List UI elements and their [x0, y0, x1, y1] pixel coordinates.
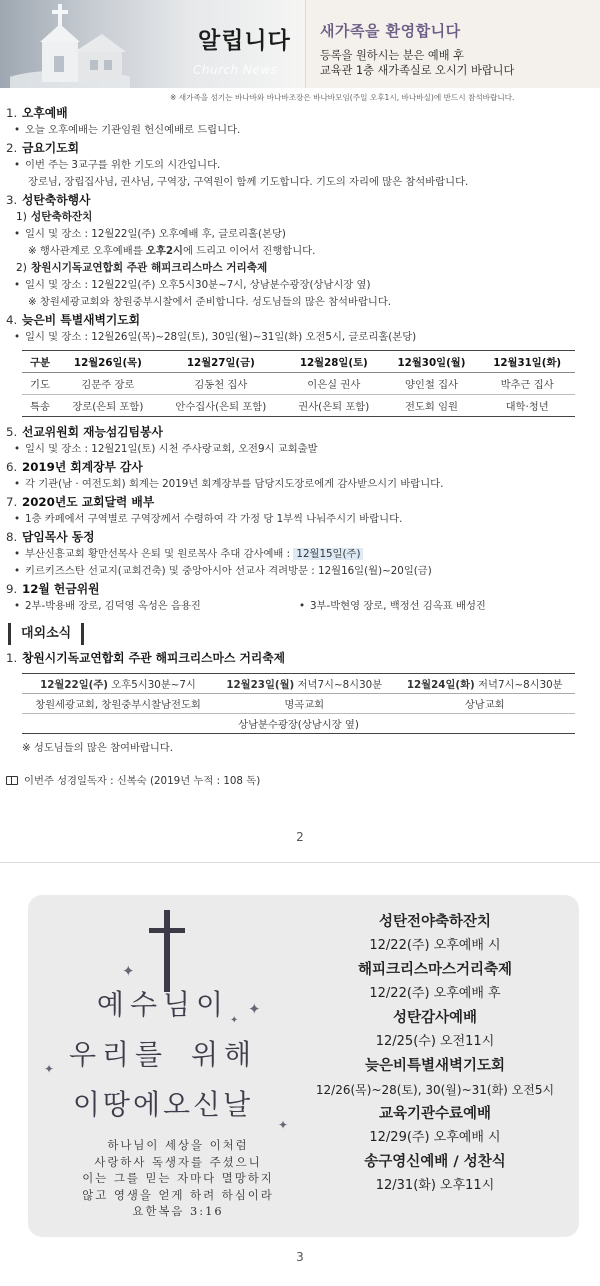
- section-title: 늦은비 특별새벽기도회: [22, 313, 141, 327]
- note-part: 에 드리고 이어서 진행합니다.: [182, 245, 316, 257]
- sparkle-icon: ✦: [44, 1062, 55, 1076]
- bullet-text: 일시 및 장소 : 12월21일(토) 시천 주사랑교회, 오전9시 교회출발: [25, 443, 318, 455]
- bullet-item: [6, 546, 600, 563]
- event-title: 성탄감사예배: [392, 1010, 478, 1026]
- section-offering-committee: [0, 580, 600, 615]
- table-cell: 12월27일(금): [158, 351, 284, 373]
- table-cell: 12월28일(토): [284, 351, 384, 373]
- page-divider: [0, 862, 600, 863]
- table-cell: 양인철 집사: [384, 373, 480, 395]
- event-detail: 12/26(목)~28(토), 30(월)~31(화) 오전5시: [315, 1083, 555, 1097]
- table-cell: [214, 674, 395, 694]
- table-cell: 이은실 권사: [284, 373, 384, 395]
- section-mission-service: [0, 423, 600, 458]
- table-cell: 구분: [22, 351, 58, 373]
- section-heading: [6, 191, 600, 209]
- section-heading: [6, 311, 600, 329]
- section-heading: [6, 493, 600, 511]
- section-heading: [6, 423, 600, 441]
- section-number: 6.: [6, 460, 18, 474]
- barnabas-note: ※ 새가족을 섬기는 바나바와 바나바조장은 바나바모임(주일 오후1시, 바나바실)에 반드시 참석바랍니다.: [170, 93, 515, 102]
- section-number: 4.: [6, 313, 18, 327]
- bullet-icon: •: [14, 548, 21, 560]
- table-cell: 12월31일(화): [479, 351, 575, 373]
- bullet-icon: •: [14, 331, 21, 343]
- date-text: 12월24일(화): [406, 679, 475, 691]
- section-friday-prayer: [0, 139, 600, 191]
- book-icon: [6, 776, 18, 785]
- section-number: 9.: [6, 582, 18, 596]
- welcome-title: 새가족을 환영합니다: [320, 22, 461, 40]
- verse-line: 이는 그를 믿는 자마다 멸망하지: [82, 1171, 274, 1185]
- section-title: 금요기도회: [22, 141, 79, 155]
- section-number: 1.: [6, 651, 18, 665]
- table-row: [22, 694, 575, 714]
- note-text: [6, 243, 600, 260]
- bullet-text: 키르키즈스탄 선교지(교회건축) 및 중앙아시아 선교사 격려방문 : 12월16일(월)~20일(금): [25, 565, 432, 577]
- table-cell: 기도: [22, 373, 58, 395]
- bible-verse: [28, 1137, 328, 1220]
- table-cell: 12월26일(목): [58, 351, 158, 373]
- bullet-text: 부산신흥교회 황만선목사 은퇴 및 원로목사 추대 감사예배 :: [25, 548, 294, 560]
- christmas-schedule: [300, 910, 570, 1198]
- verse-line: 하나님이 세상을 이처럼: [107, 1138, 249, 1152]
- bullet-item: [14, 598, 299, 615]
- event-detail: 12/22(주) 오후예배 후: [369, 986, 501, 1001]
- handwritten-line: 예수님이: [96, 988, 230, 1021]
- table-row: [22, 373, 575, 395]
- note-emphasis: 오후2시: [145, 245, 183, 257]
- table-cell: 권사(은퇴 포함): [284, 395, 384, 417]
- event-detail: 12/25(수) 오전11시: [375, 1034, 495, 1049]
- section-title: 2019년 회계장부 감사: [22, 460, 143, 474]
- bible-reader-line: [0, 773, 600, 789]
- event-detail: 12/22(주) 오후예배 시: [369, 938, 501, 953]
- verse-reference: 요한복음 3:16: [132, 1204, 224, 1218]
- event-detail: 12/31(화) 오후11시: [375, 1178, 495, 1193]
- section-number: 7.: [6, 495, 18, 509]
- bullet-text: 일시 및 장소 : 12월26일(목)~28일(토), 30일(월)~31일(화) 오전5시, 글로리홀(본당): [25, 331, 417, 343]
- section-title: 2020년도 교회달력 배부: [22, 495, 155, 509]
- news-header: [0, 0, 600, 92]
- section-dawn-prayer: [0, 311, 600, 346]
- table-cell: 상남분수광장(상남시장 옆): [22, 714, 575, 734]
- news-title: 알립니다: [198, 28, 291, 54]
- handwritten-line: 이땅에오신날: [72, 1088, 254, 1121]
- bullet-icon: •: [299, 600, 306, 612]
- section-title: 오후예배: [22, 106, 68, 120]
- bullet-icon: •: [14, 565, 21, 577]
- sub-heading: [6, 209, 600, 226]
- time-text: 저녁7시~8시30분: [478, 679, 563, 691]
- sparkle-icon: ✦: [230, 1015, 239, 1026]
- welcome-box: [305, 0, 600, 88]
- bullet-item: [6, 277, 600, 294]
- page-number: 3: [296, 1250, 304, 1264]
- sub-heading: [6, 260, 600, 277]
- sub-number: 1): [16, 211, 27, 223]
- note-text: ※ 성도님들의 많은 참여바랍니다.: [22, 742, 174, 754]
- time-text: 저녁7시~8시30분: [297, 679, 383, 691]
- bullet-item: [6, 476, 600, 493]
- bullet-text: 3부-박현영 장로, 백정선 김옥표 배성진: [310, 600, 486, 612]
- bullet-item: [6, 441, 600, 458]
- section-audit: [0, 458, 600, 493]
- table-header-row: [22, 351, 575, 373]
- table-cell: 특송: [22, 395, 58, 417]
- section-title: 창원시기독교연합회 주관 해피크리스마스 거리축제: [22, 651, 286, 665]
- table-row: [22, 714, 575, 734]
- bullet-item: [6, 122, 600, 139]
- table-cell: 명곡교회: [214, 694, 395, 714]
- time-text: 오후5시30분~7시: [111, 679, 196, 691]
- bullet-icon: •: [14, 279, 21, 291]
- bullet-item: [6, 226, 600, 243]
- date-text: 12월22일(주): [40, 679, 109, 691]
- event-title: 늦은비특별새벽기도회: [364, 1058, 506, 1074]
- table-cell: [394, 674, 575, 694]
- section-number: 3.: [6, 193, 18, 207]
- highlighted-date: 12월15일(주): [293, 548, 363, 560]
- section-heading: [6, 649, 600, 667]
- table-header-row: [22, 674, 575, 694]
- bullet-icon: •: [14, 478, 21, 490]
- table-cell: 대학·청년: [479, 395, 575, 417]
- bullet-row: [6, 598, 600, 615]
- welcome-line: 교육관 1층 새가족실로 오시기 바랍니다: [320, 64, 515, 77]
- section-calendar: [0, 493, 600, 528]
- festival-table: [22, 673, 575, 734]
- table-cell: 박추근 집사: [479, 373, 575, 395]
- section-title: 선교위원회 재능섬김팀봉사: [22, 425, 163, 439]
- section-christmas-events: [0, 191, 600, 311]
- bullet-icon: •: [14, 443, 21, 455]
- section-title: 성탄축하행사: [22, 193, 91, 207]
- handwritten-line: 우리를 위해: [68, 1038, 258, 1071]
- bullet-text: 일시 및 장소 : 12월22일(주) 오후예배 후, 글로리홀(본당): [25, 228, 286, 240]
- section-heading: [6, 104, 600, 122]
- note-part: ※ 행사관계로 오후예배를: [28, 245, 146, 257]
- news-banner: [0, 0, 305, 88]
- page-number: 2: [296, 830, 304, 844]
- section-afternoon-service: [0, 104, 600, 139]
- external-news-label: 대외소식: [8, 623, 84, 645]
- bullet-text: 이번 주는 3교구를 위한 기도의 시간입니다.: [25, 159, 221, 171]
- event-title: 송구영신예배 / 성찬식: [364, 1154, 506, 1170]
- table-row: [22, 395, 575, 417]
- bullet-item: [6, 511, 600, 528]
- date-text: 12월23일(월): [226, 679, 295, 691]
- bullet-icon: •: [14, 124, 21, 136]
- section-number: 5.: [6, 425, 18, 439]
- continuation-text: 장로님, 장립집사님, 권사님, 구역장, 구역원이 함께 기도합니다. 기도의 자리에 많은 참석바랍니다.: [28, 176, 469, 188]
- bullet-icon: •: [14, 228, 21, 240]
- sparkle-icon: ✦: [248, 1000, 261, 1018]
- bullet-text: 2부-박용배 장로, 김덕영 옥성은 음용진: [25, 600, 201, 612]
- event-title: 해피크리스마스거리축제: [357, 962, 513, 978]
- section-heading: [6, 139, 600, 157]
- reader-text: 이번주 성경일독자 : 신복숙 (2019년 누적 : 108 독): [24, 775, 261, 787]
- section-pastor-news: [0, 528, 600, 580]
- bullet-item: [6, 157, 600, 174]
- bullet-text: 1층 카페에서 구역별로 구역장께서 수령하여 각 가정 당 1부씩 나눠주시기 바랍니다.: [25, 513, 403, 525]
- table-cell: 상남교회: [394, 694, 575, 714]
- sparkle-icon: ✦: [278, 1118, 289, 1132]
- verse-line: 사랑하사 독생자를 주셨으니: [94, 1154, 262, 1169]
- table-cell: 전도회 임원: [384, 395, 480, 417]
- section-heading: [6, 580, 600, 598]
- bullet-icon: •: [14, 159, 21, 171]
- section-heading: [6, 458, 600, 476]
- dawn-prayer-table: [22, 350, 575, 417]
- sub-title: 창원시기독교연합회 주관 해피크리스마스 거리축제: [31, 262, 268, 274]
- sparkle-icon: ✦: [122, 962, 135, 980]
- table-cell: [22, 674, 214, 694]
- bullet-icon: •: [14, 513, 21, 525]
- section-number: 8.: [6, 530, 18, 544]
- church-illustration: [10, 0, 130, 88]
- section-title: 12월 헌금위원: [22, 582, 100, 596]
- table-cell: 12월30일(월): [384, 351, 480, 373]
- section-number: 2.: [6, 141, 18, 155]
- sub-title: 성탄축하잔치: [31, 211, 93, 223]
- section-title: 담임목사 동정: [22, 530, 95, 544]
- event-title: 성탄전야축하잔치: [378, 914, 492, 930]
- bullet-item: [6, 563, 600, 580]
- welcome-line: 등록을 원하시는 분은 예배 후: [320, 49, 464, 62]
- event-title: 교육기관수료예배: [378, 1106, 492, 1122]
- section-heading: [6, 528, 600, 546]
- table-cell: 김문주 장로: [58, 373, 158, 395]
- table-cell: 창원세광교회, 창원중부시찰남전도회: [22, 694, 214, 714]
- announcements: [0, 104, 600, 789]
- note-text: ※ 창원세광교회와 창원중부시찰에서 준비합니다. 성도님들의 많은 참석바랍니다.: [28, 296, 392, 308]
- table-cell: 장로(은퇴 포함): [58, 395, 158, 417]
- bullet-text: 각 기관(남 · 여전도회) 회계는 2019년 회계장부를 담당지도장로에게 감사받으시기 바랍니다.: [25, 478, 444, 490]
- verse-line: 않고 영생을 얻게 하려 하심이라: [82, 1187, 274, 1202]
- event-detail: 12/29(주) 오후예배 시: [369, 1130, 501, 1145]
- section-number: 1.: [6, 106, 18, 120]
- bullet-text: 오늘 오후예배는 기관임원 헌신예배로 드립니다.: [25, 124, 241, 136]
- table-cell: 김동천 집사: [158, 373, 284, 395]
- table-cell: 안수집사(은퇴 포함): [158, 395, 284, 417]
- bullet-item: [299, 598, 486, 615]
- cross-icon: [149, 910, 185, 992]
- section-external-festival: [0, 649, 600, 667]
- news-subtitle: Church News: [193, 63, 278, 77]
- bullet-icon: •: [14, 600, 21, 612]
- bullet-text: 일시 및 장소 : 12월22일(주) 오후5시30분~7시, 상남분수광장(상남시장 옆): [25, 279, 371, 291]
- sub-number: 2): [16, 262, 27, 274]
- bullet-item: [6, 329, 600, 346]
